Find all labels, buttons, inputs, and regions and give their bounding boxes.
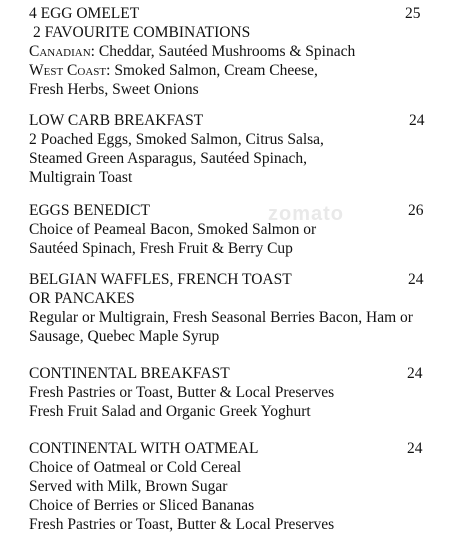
waffles-price: 24 [408,271,424,288]
low-carb-price: 24 [409,112,425,129]
oatmeal-price: 24 [407,440,423,457]
benedict-desc-line: Choice of Peameal Bacon, Smoked Salmon or [29,221,317,238]
oatmeal-desc-line: Fresh Pastries or Toast, Butter & Local Preserves [29,516,335,533]
low-carb-desc-line: 2 Poached Eggs, Smoked Salmon, Citrus Salsa, [29,131,324,148]
low-carb-desc-line: Multigrain Toast [29,169,133,186]
benedict-price: 26 [408,202,424,219]
oatmeal-desc-line: Choice of Oatmeal or Cold Cereal [29,459,242,476]
combo-1-name: Canadian: [29,43,95,60]
continental-title: CONTINENTAL BREAKFAST [29,365,230,382]
combo-1-desc: Cheddar, Sautéed Mushrooms & Spinach [94,43,356,60]
continental-price: 24 [407,365,423,382]
watermark-logo: zomato [268,203,344,225]
omelet-title: 4 EGG OMELET [29,5,140,22]
waffles-title-cont: OR PANCAKES [29,290,135,307]
combo-2-desc: Smoked Salmon, Cream Cheese, [110,62,318,79]
omelet-combo-2 [29,61,318,80]
omelet-subtitle: 2 FAVOURITE COMBINATIONS [33,24,251,41]
oatmeal-desc-line: Choice of Berries or Sliced Bananas [29,497,255,514]
oatmeal-desc-line: Served with Milk, Brown Sugar [29,478,228,495]
omelet-combo-2-desc-cont: Fresh Herbs, Sweet Onions [29,81,199,98]
waffles-title: BELGIAN WAFFLES, FRENCH TOAST [29,271,292,288]
continental-desc-line: Fresh Fruit Salad and Organic Greek Yoghurt [29,403,311,420]
omelet-price: 25 [405,5,421,22]
benedict-title: EGGS BENEDICT [29,202,150,219]
low-carb-desc-line: Steamed Green Asparagus, Sautéed Spinach, [29,150,308,167]
continental-desc-line: Fresh Pastries or Toast, Butter & Local Preserves [29,384,335,401]
benedict-desc-line: Sautéed Spinach, Fresh Fruit & Berry Cup [29,240,293,257]
waffles-desc-line: Sausage, Quebec Maple Syrup [29,328,220,345]
oatmeal-title: CONTINENTAL WITH OATMEAL [29,440,259,457]
combo-2-name: West Coast: [29,62,111,79]
omelet-combo-1 [29,42,355,61]
low-carb-title: LOW CARB BREAKFAST [29,112,204,129]
waffles-desc-line: Regular or Multigrain, Fresh Seasonal Berries Bacon, Ham or [29,309,413,326]
